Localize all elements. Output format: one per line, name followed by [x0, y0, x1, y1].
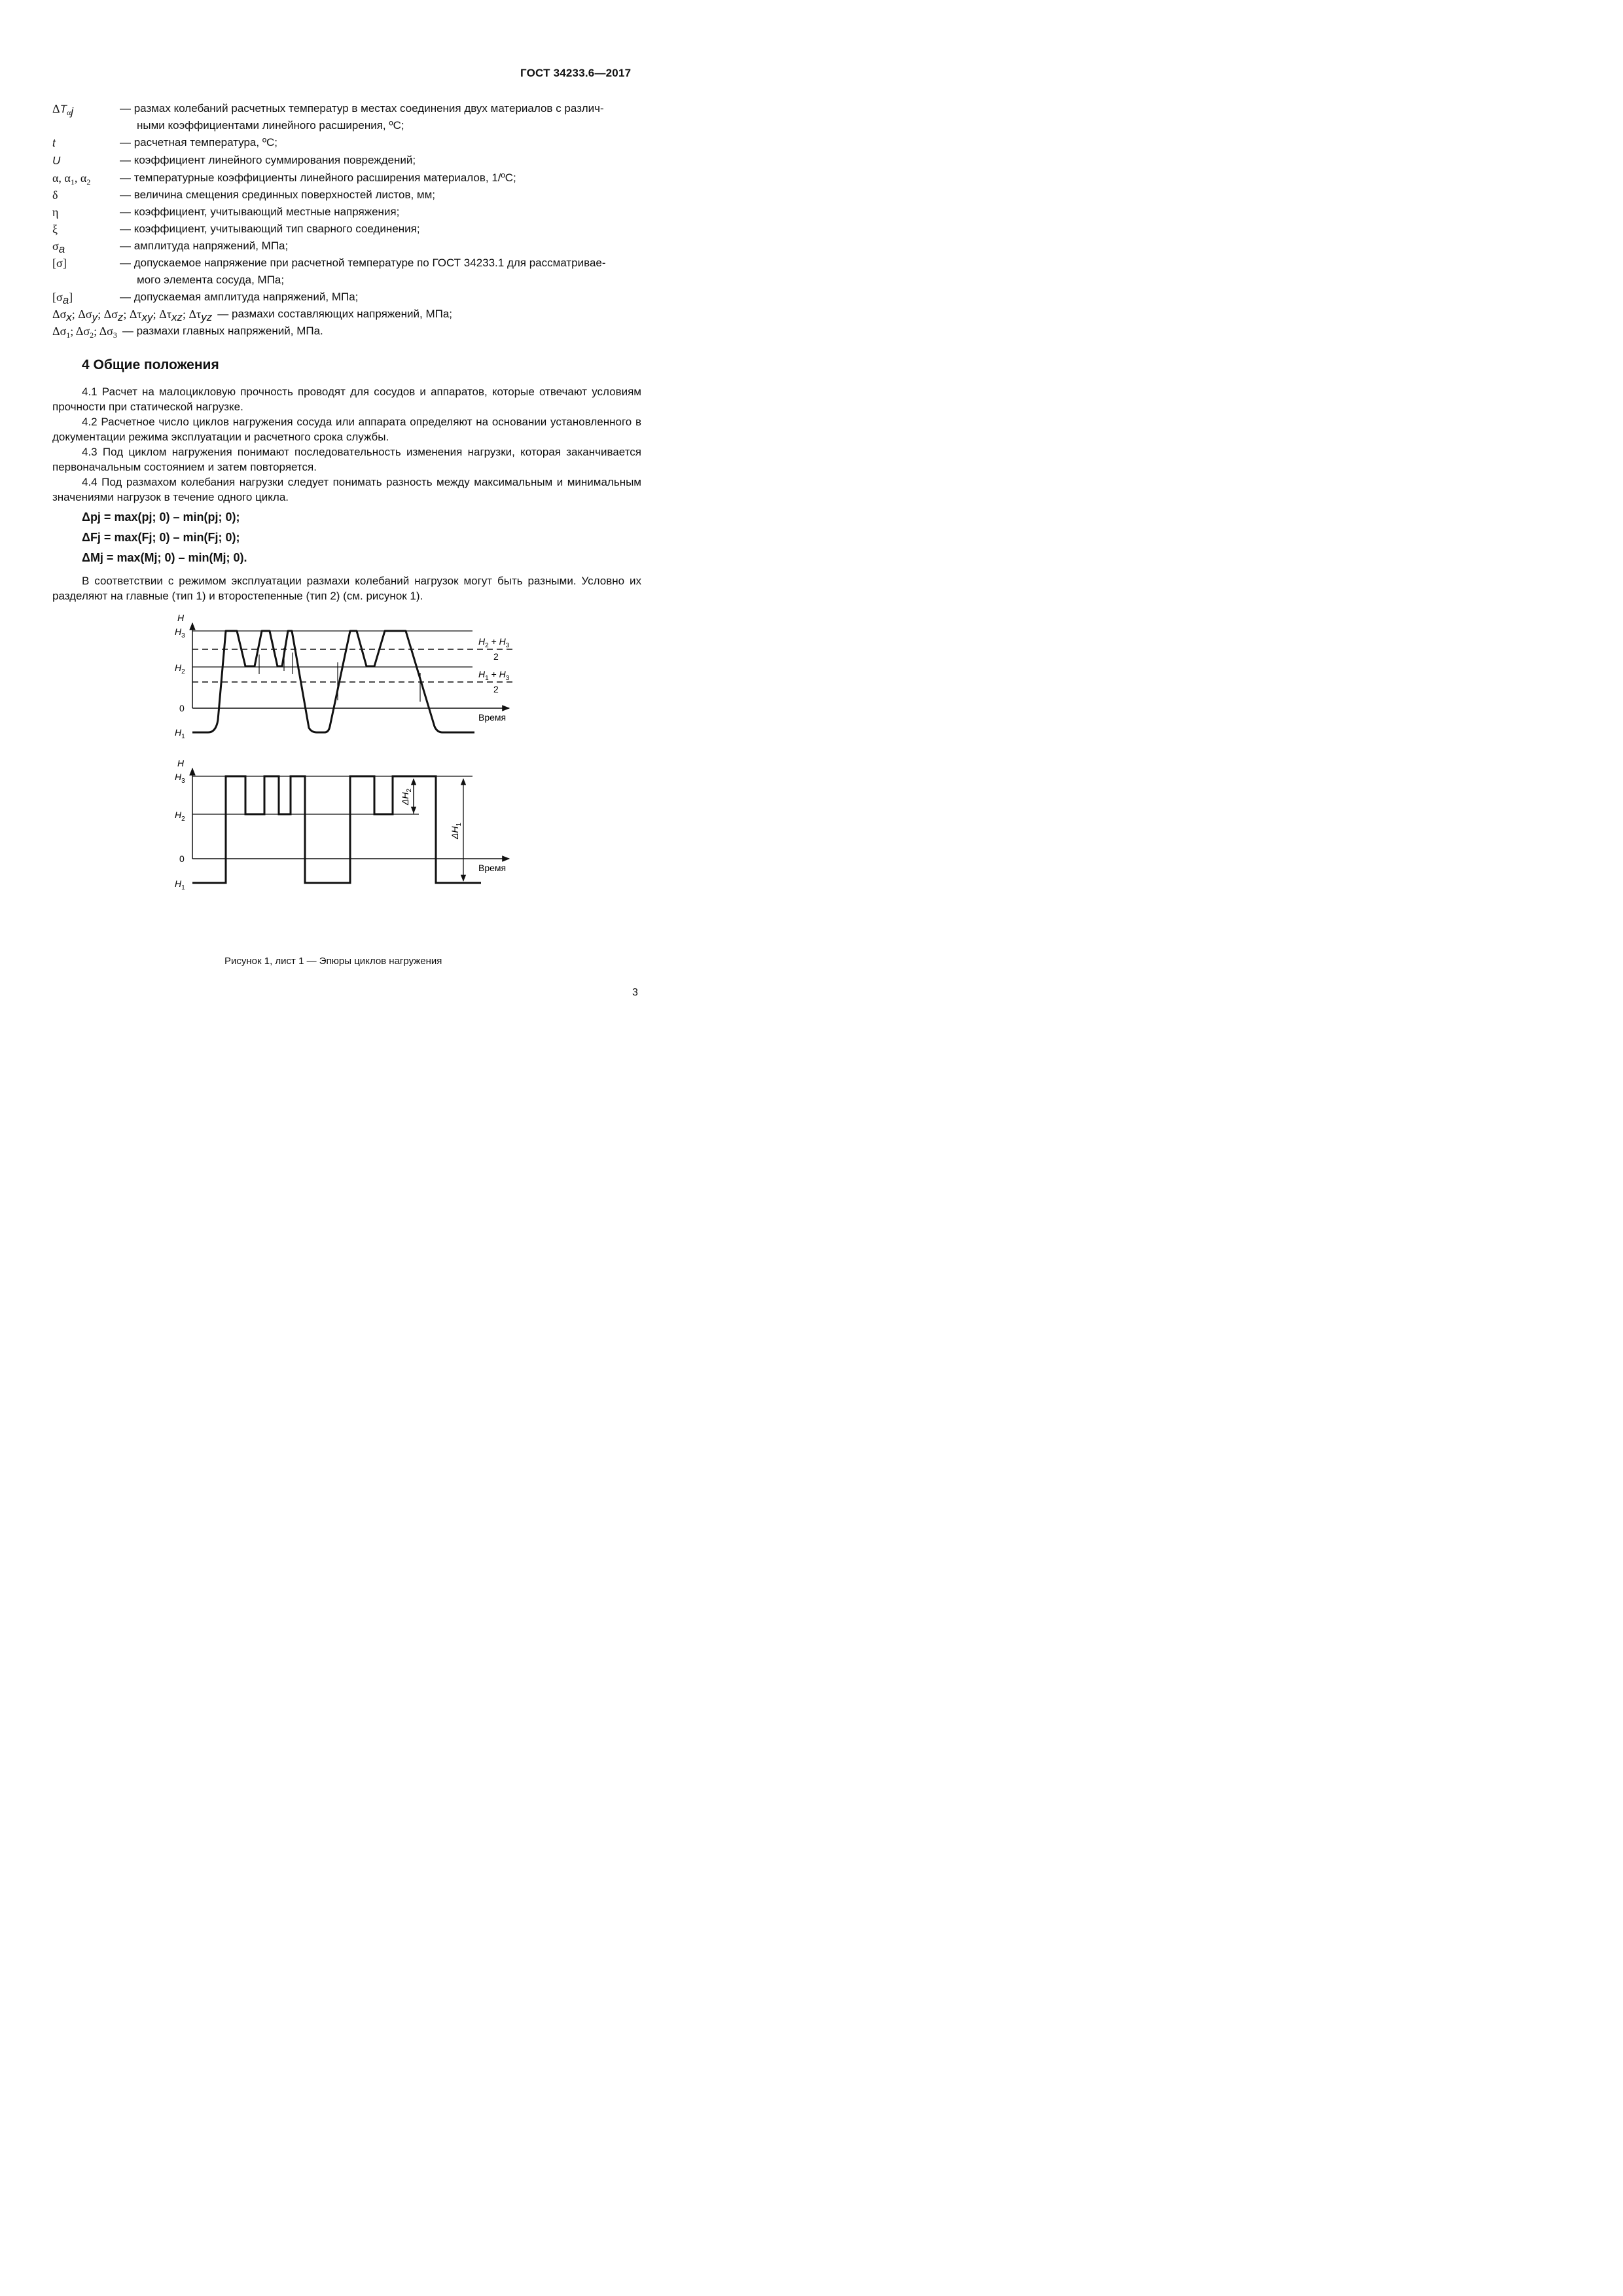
mean-lower-numerator: $H_1 + H_3$: [478, 669, 510, 682]
definition-text-cont: мого элемента сосуда, МПа;: [137, 274, 285, 286]
formula-dF: ΔFj = max(Fj; 0) – min(Fj; 0);: [82, 531, 240, 544]
definition-symbol: ξ: [52, 223, 58, 236]
top-diagram: [175, 613, 514, 740]
square-load-curve: [192, 776, 481, 883]
section-title: 4 Общие положения: [82, 357, 219, 372]
definition-symbol: $\sigma_a$: [52, 240, 65, 255]
definition-text: — коэффициент, учитывающий тип сварного соединения;: [120, 223, 420, 235]
definition-text: — размах колебаний расчетных температур в местах соединения двух материалов с различ-: [120, 102, 604, 115]
bottom-diagram: [175, 758, 509, 891]
definition-text: — размахи главных напряжений, МПа.: [122, 325, 323, 337]
top-axis-h-label: H: [177, 613, 185, 623]
definition-text: — температурные коэффициенты линейного расширения материалов, 1/ºС;: [120, 171, 516, 184]
definition-text: — коэффициент линейного суммирования повреждений;: [120, 154, 416, 166]
definition-text: — размахи составляющих напряжений, МПа;: [217, 308, 453, 320]
label-h3: $H_3$: [175, 772, 185, 785]
top-axis-time-label: Время: [478, 712, 507, 723]
definition-symbol: δ: [52, 188, 58, 202]
definition-symbol: t: [52, 137, 56, 149]
definition-symbol: U: [52, 154, 61, 167]
label-h3: $H_3$: [175, 626, 185, 639]
figure-load-cycles: [0, 0, 722, 1021]
dh1-label: $\Delta H_1$: [450, 822, 463, 839]
mean-lower-denominator: 2: [493, 684, 499, 694]
paragraph-4-3: 4.3 Под циклом нагружения понимают последовательность изменения нагрузки, которая заканчивается первоначальным состоянием и затем повторяется.: [52, 446, 641, 473]
paragraph-after-formula: В соответствии с режимом эксплуатации размахи колебаний нагрузок могут быть разными. Условно их разделяют на главные (тип 1) и второстепенные (тип 2) (см. рисунок 1).: [52, 575, 641, 602]
definition-text: — допускаемая амплитуда напряжений, МПа;: [120, 291, 359, 303]
mean-upper-denominator: 2: [493, 651, 499, 662]
formula-dp: Δpj = max(pj; 0) – min(pj; 0);: [82, 511, 240, 524]
definition-text: — коэффициент, учитывающий местные напряжения;: [120, 206, 400, 218]
dh2-label: $\Delta H_2$: [400, 788, 413, 805]
standard-header: ГОСТ 34233.6—2017: [520, 67, 632, 79]
label-h1: $H_1$: [175, 727, 185, 740]
bottom-axis-h-label: H: [177, 758, 185, 768]
bottom-axis-time-label: Время: [478, 863, 507, 873]
paragraph-4-2: 4.2 Расчетное число циклов нагружения сосуда или аппарата определяют на основании установленного в документации режима эксплуатации и расчетного срока службы.: [52, 416, 641, 443]
label-zero: 0: [179, 703, 185, 713]
definition-symbol: [σ]: [52, 257, 67, 270]
definition-symbol: $\Delta T_{\alpha j}$: [52, 102, 74, 118]
paragraph-4-4: 4.4 Под размахом колебания нагрузки следует понимать разность между максимальным и минимальным значениями нагрузок в течение одного цикла.: [52, 476, 641, 503]
definition-symbol: η: [52, 206, 59, 219]
definition-symbol: $\Delta\sigma_1$; $\Delta\sigma_2$; $\Delta\sigma_3$: [52, 325, 117, 340]
definition-symbol: $[\sigma_a]$: [52, 291, 73, 306]
page-number: 3: [632, 987, 638, 998]
label-zero: 0: [179, 853, 185, 864]
definition-symbol: $\Delta\sigma_x$; $\Delta\sigma_y$; $\Delta\sigma_z$; $\Delta\tau_{xy}$; $\Delta\tau_{xz}$; $\Delta\tau_{yz}$: [52, 308, 213, 323]
mean-upper-numerator: $H_2 + H_3$: [478, 636, 510, 649]
figure-caption: Рисунок 1, лист 1 — Эпюры циклов нагружения: [224, 956, 442, 967]
label-h2: $H_2$: [175, 810, 185, 823]
definition-symbol: α, $\alpha_1$, $\alpha_2$: [52, 171, 91, 187]
formula-dM: ΔMj = max(Mj; 0) – min(Mj; 0).: [82, 551, 247, 564]
definition-text: — величина смещения срединных поверхностей листов, мм;: [120, 188, 436, 201]
definition-text: — допускаемое напряжение при расчетной температуре по ГОСТ 34233.1 для рассматривае-: [120, 257, 606, 269]
paragraph-4-1: 4.1 Расчет на малоцикловую прочность проводят для сосудов и аппаратов, которые отвечают условиям прочности при статической нагрузке.: [52, 386, 641, 413]
label-h1: $H_1$: [175, 878, 185, 891]
definition-text: — амплитуда напряжений, МПа;: [120, 240, 289, 252]
label-h2: $H_2$: [175, 662, 185, 675]
definition-text-cont: ными коэффициентами линейного расширения, ºС;: [137, 119, 404, 132]
definition-text: — расчетная температура, ºС;: [120, 136, 278, 149]
